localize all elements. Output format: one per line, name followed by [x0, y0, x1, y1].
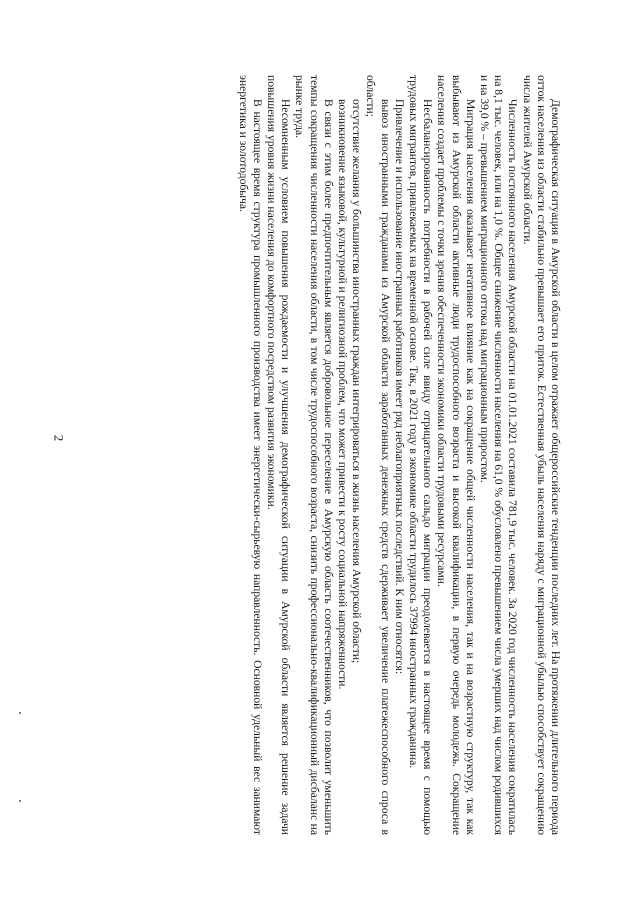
- paragraph: В настоящее время структура промышленного производства имеет энергетически-сырьевую направленность. Основной удельный вес занимают энергетика и золотодобыча.: [236, 75, 264, 835]
- list-item: отсутствие желания у большинства иностранных граждан интегрироваться в жизнь населения Амурской области;: [350, 99, 364, 664]
- paragraph: Численность постоянного населения Амурской области на 01.01.2021 составила 781,9 тыс. человек. За 2020 год численность населения сократилась на 8,1 тыс. человек, или на 1,0 %. Общее снижение численности населения на 61,0 % обусловлено превышением числа умерших над числом родившихся и на 39,0 % – превышением миграционного оттока над миграционным приростом.: [477, 75, 520, 835]
- paragraph: Несомненным условием повышения рождаемости и улучшения демографической ситуации в Амурской области является решение задачи повышения уровня жизни населения до комфортного посредством развития экономики.: [264, 75, 293, 835]
- document-body: [92, 75, 562, 835]
- page-number: 2: [51, 434, 67, 442]
- paragraph: Несбалансированность потребности в рабочей силе ввиду отрицательного сальдо миграции преодолевается в настоящее время с помощью трудовых мигрантов, привлекаемых на временной основе. Так, в 2021 году в экономике области трудилось 37994 иностранных гражданина.: [406, 75, 435, 835]
- list-item: возникновение языковой, культурной и религиозной проблем, что может привести к росту социальной напряженности.: [335, 99, 349, 690]
- scan-artifact: [19, 712, 21, 714]
- paragraph: Демографическая ситуация в Амурской области в целом отражает общероссийские тенденции последних лет. На протяжении длительного периода отток населения из области стабильно превышает его приток. Естественная убыль населения наряду с миграционной убылью способствует сокращению числа жителей Амурской области.: [520, 75, 562, 835]
- list-item: вывоз иностранными гражданами из Амурской области заработанных денежных средств сдерживает увеличение платежеспособного спроса в области;: [364, 75, 392, 835]
- paragraph: Привлечение и использование иностранных работников имеет ряд неблагоприятных последствий. К ним относятся:: [392, 99, 406, 675]
- paragraph: В связи с этим более предпочтительным является добровольное переселение в Амурскую область соотечественников, что позволит уменьшить темпы сокращения численности населения области, в том числе трудоспособного возраста, снизить профессионально-квалификационный дисбаланс на рынке труда.: [293, 75, 335, 835]
- scan-artifact: [19, 800, 21, 802]
- paragraph: Миграция населения оказывает негативное влияние как на сокращение общей численности населения, так и на возрастную структуру, так как выбывают из Амурской области активные люди трудоспособного возраста и высокой квалификации, в первую очередь молодежь. Сокращение населения создает проблемы с точки зрения обеспеченности экономики области трудовыми ресурсами.: [435, 75, 477, 835]
